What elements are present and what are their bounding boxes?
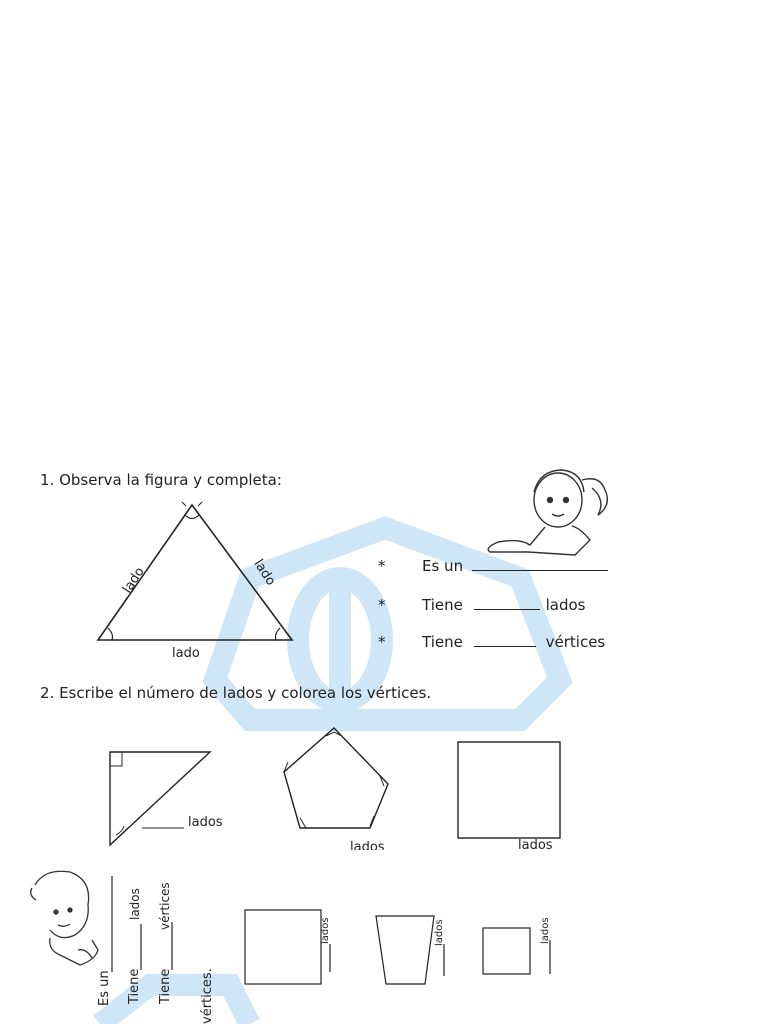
bullet-suffix: lados [545, 596, 586, 614]
shape-2-label: lados [350, 840, 385, 850]
small-shape-1-label: lados [320, 917, 331, 944]
rotated-text-vertices-cut: vértices. [200, 968, 215, 1024]
bullet-text: Tiene [422, 596, 463, 614]
bullet-suffix: vértices [545, 633, 606, 651]
exercise-1-title: 1. Observa la figura y completa: [40, 471, 282, 489]
bullet-text: Es un [422, 557, 464, 575]
bullet-star: * [378, 557, 386, 575]
triangle-side-label-right: lado [250, 557, 279, 589]
shape-1-label: lados [188, 815, 223, 830]
shape-3-label: lados [518, 838, 553, 850]
rotated-text-tiene-1: Tiene [127, 968, 142, 1004]
exercise-2-title: 2. Escribe el número de lados y colorea los vértices. [40, 684, 432, 702]
rotated-text-lados: lados [128, 888, 142, 920]
small-shape-3-label: lados [540, 917, 551, 944]
rotated-text-es-un: Es un [97, 970, 112, 1006]
rotated-text-tiene-2: Tiene [158, 968, 173, 1004]
bullet-text: Tiene [422, 633, 463, 651]
bullet-star: * [378, 633, 386, 651]
rotated-text-vertices: vértices [158, 882, 172, 930]
small-shape-2-label: lados [434, 919, 445, 946]
triangle-side-label-left: lado [120, 564, 148, 597]
triangle-side-label-bottom: lado [172, 646, 200, 661]
bullet-star: * [378, 596, 386, 614]
